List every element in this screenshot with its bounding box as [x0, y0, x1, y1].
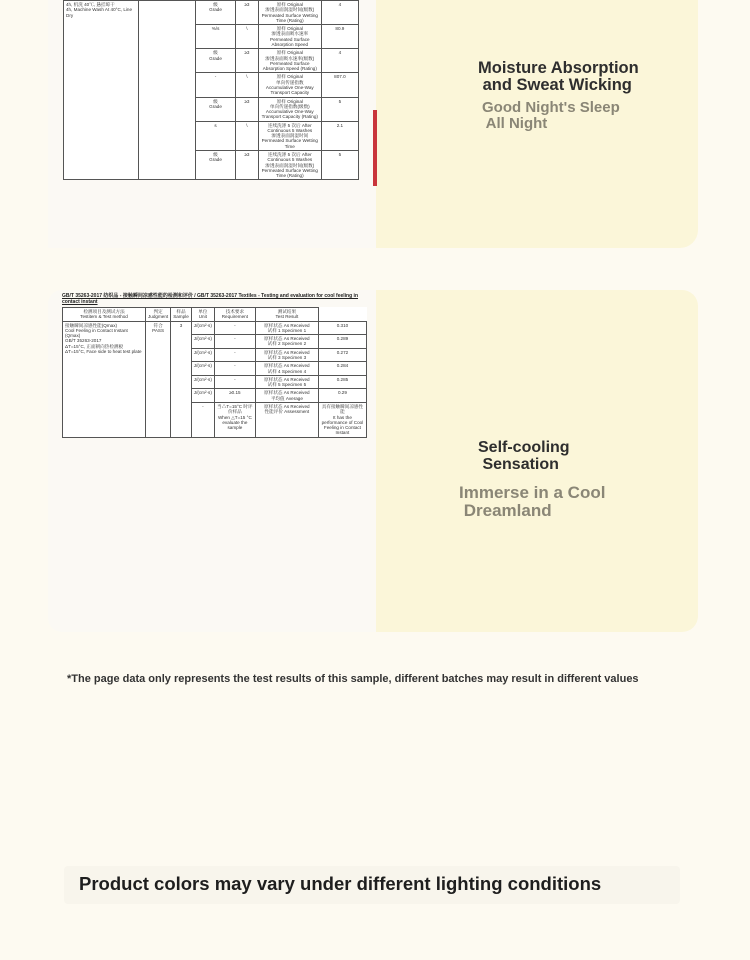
requirement-cell: ≥3: [236, 1, 259, 25]
table-header-cell: 判定 Judgment: [146, 308, 171, 322]
cool-feeling-test-table: [62, 307, 367, 438]
cool-feeling-table-heading: GB/T 35263-2017 纺织品 - 接触瞬间凉感性能的检测和评价 / GB/T 35263-2017 Textiles - Testing and evaluation for cool feeling in contact instant: [62, 293, 358, 305]
table-header-row: [63, 308, 367, 322]
state-cell: 原样状态 As Received 试样 3 Specimen 3: [255, 348, 318, 362]
unit-cell: 级 Grade: [196, 49, 236, 73]
state-cell: 原样状态 As Received 平均值 Average: [255, 389, 318, 403]
state-cell: 原样状态 As Received 试样 2 Specimen 2: [255, 335, 318, 349]
unit-cell: J/(cm²·s): [191, 321, 214, 335]
result-cell: 5: [321, 97, 358, 121]
unit-cell: 级 Grade: [196, 151, 236, 180]
result-cell: 0.310: [318, 321, 366, 335]
unit-cell: s: [196, 121, 236, 150]
state-cell: 原样 Original 渗透表面吸水速率 Permeated Surface Absorption Speed: [258, 25, 321, 49]
subline-good-night: Good Night's Sleep All Night: [482, 99, 620, 132]
result-cell: 807.0: [321, 73, 358, 97]
requirement-cell: \: [236, 25, 259, 49]
state-cell: 原样 Original 单向传递指数(级数) Accumulative One-Way Transport Capacity (Rating): [258, 97, 321, 121]
requirement-cell: \: [236, 121, 259, 150]
result-cell: 80.9: [321, 25, 358, 49]
unit-cell: -: [191, 402, 214, 437]
result-cell: 4: [321, 49, 358, 73]
state-cell: 原样 Original 渗透表面润湿时间(级数) Permeated Surface Wetting Time (Rating): [258, 1, 321, 25]
judgment-cell: 符合 PASS: [146, 321, 171, 437]
result-cell: 0.29: [318, 389, 366, 403]
unit-cell: %/s: [196, 25, 236, 49]
requirement-cell: -: [214, 375, 255, 389]
unit-cell: J/(cm²·s): [191, 375, 214, 389]
result-cell: 0.284: [318, 362, 366, 376]
requirement-cell: -: [214, 321, 255, 335]
state-cell: 原样状态 As Received 性能评价 Assessment: [255, 402, 318, 437]
headline-self-cooling: Self-cooling Sensation: [478, 439, 570, 473]
wicking-test-table: [63, 0, 359, 180]
result-cell: 0.289: [318, 335, 366, 349]
table-header-cell: 样品 Sample: [171, 308, 192, 322]
table-row: [63, 321, 367, 335]
result-cell: 4: [321, 1, 358, 25]
disclaimer-text: *The page data only represents the test results of this sample, different batches may result in different values: [67, 673, 639, 685]
requirement-cell: ≥0.15: [214, 389, 255, 403]
requirement-cell: -: [214, 362, 255, 376]
state-cell: 原样 Original 渗透表面吸水速率(级数) Permeated Surface Absorption Speed (Rating): [258, 49, 321, 73]
colors-note-banner: [64, 866, 680, 904]
table-header-cell: 测试结果 Test Result: [255, 308, 318, 322]
requirement-cell: -: [214, 348, 255, 362]
state-cell: 连续洗涤 5 次后 After Continuous 5 Washes 渗透表面润湿时间(级数) Permeated Surface Wetting Time (Rating): [258, 151, 321, 180]
requirement-cell: 当△T=15°C 时评价样品 When △T=15 °C evaluate the sample: [214, 402, 255, 437]
unit-cell: J/(cm²·s): [191, 335, 214, 349]
requirement-cell: ≥3: [236, 49, 259, 73]
result-cell: 2.1: [321, 121, 358, 150]
requirement-cell: ≥3: [236, 97, 259, 121]
colors-note-text: Product colors may vary under different lighting conditions: [79, 873, 602, 894]
test-item-cell: 接触瞬间凉感性能(Qmax) Cool Feeling in Contact Instant (Qmax) GB/T 35263-2017 ΔT=15°C, 正面朝向热检测板 ΔT=15°C, Face side to heat test plate: [63, 321, 146, 437]
unit-cell: J/(cm²·s): [191, 348, 214, 362]
result-cell: 5: [321, 151, 358, 180]
table-row: [64, 1, 359, 25]
requirement-cell: ≥3: [236, 151, 259, 180]
requirement-cell: \: [236, 73, 259, 97]
result-cell: 具有接触瞬间凉感性能 It has the performance of Cool Feeling in Contact Instant: [318, 402, 366, 437]
sample-cell: 3: [171, 321, 192, 437]
state-cell: 原样状态 As Received 试样 1 Specimen 1: [255, 321, 318, 335]
unit-cell: J/(cm²·s): [191, 389, 214, 403]
result-cell: 0.285: [318, 375, 366, 389]
result-cell: 0.272: [318, 348, 366, 362]
state-cell: 原样状态 As Received 试样 4 Specimen 4: [255, 362, 318, 376]
state-cell: 原样状态 As Received 试样 5 Specimen 5: [255, 375, 318, 389]
state-cell: 原样 Original 单向传递指数 Accumulative One-Way Transport Capacity: [258, 73, 321, 97]
unit-cell: 级 Grade: [196, 1, 236, 25]
blank-cell: [139, 1, 196, 180]
test-method-cell: 4h, 机洗 40℃, 悬挂晾干 4h, Machine Wash At 40°C, Line Dry: [64, 1, 139, 180]
requirement-cell: -: [214, 335, 255, 349]
table-header-cell: 单位 Unit: [191, 308, 214, 322]
headline-moisture: Moisture Absorption and Sweat Wicking: [478, 59, 639, 95]
table-header-cell: 技术要求 Requirement: [214, 308, 255, 322]
unit-cell: J/(cm²·s): [191, 362, 214, 376]
unit-cell: 级 Grade: [196, 97, 236, 121]
unit-cell: -: [196, 73, 236, 97]
decorative-red-strip: [373, 110, 377, 186]
subline-cool-dreamland: Immerse in a Cool Dreamland: [459, 483, 606, 520]
state-cell: 连续洗涤 5 次后 After Continuous 5 Washes 渗透表面润湿时间 Permeated Surface Wetting Time: [258, 121, 321, 150]
table-header-cell: 检测项目及测试方法 Testitem & Test method: [63, 308, 146, 322]
